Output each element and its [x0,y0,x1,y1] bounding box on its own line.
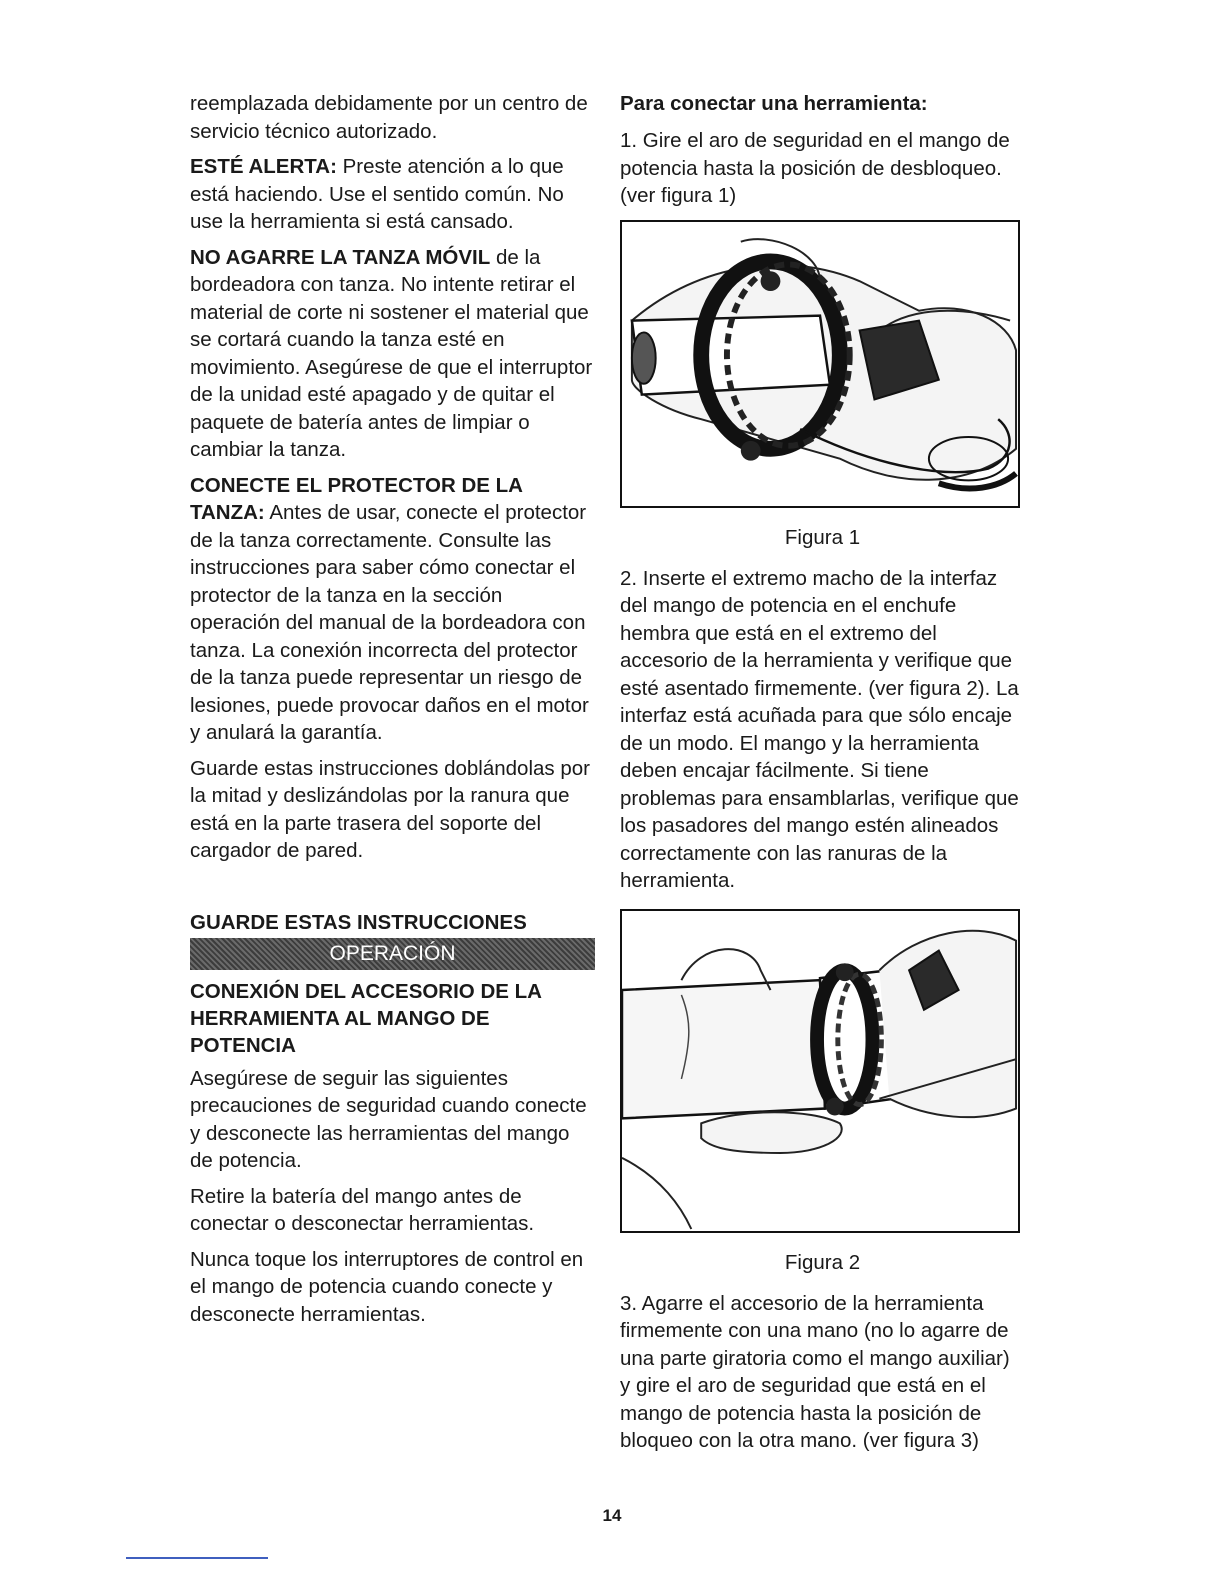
left-column [190,90,595,1336]
section-heading: CONEXIÓN DEL ACCESORIO DE LA HERRAMIENTA AL MANGO DE POTENCIA [190,979,542,1057]
figure-1-caption: Figura 1 [784,525,861,549]
figure-2-caption: Figura 2 [784,1250,861,1274]
paragraph-precautions: Asegúrese de seguir las siguientes precauciones de seguridad cuando conecte y desconecte las herramientas del mango de potencia. [190,1066,587,1172]
paragraph-service: reemplazada debidamente por un centro de servicio técnico autorizado. [190,92,588,143]
save-heading: GUARDE ESTAS INSTRUCCIONES [190,910,527,934]
paragraph-guard [190,472,595,747]
step-2: 2. Inserte el extremo macho de la interfaz del mango de potencia en el enchufe hembra que está en el extremo del accesorio de la herramienta y verifique que esté asentado firmemente. (ver figura 2). La interfaz está acuñada para que sólo encaje de un modo. El mango y la herramienta deben encajar fácilmente. Si tiene problemas para ensamblarlas, verifique que los pasadores del mango estén alineados correctamente con las ranuras de la herramienta. [620,566,1019,892]
figure-2-illustration [620,909,1020,1233]
grab-text: de la bordeadora con tanza. No intente retirar el material de corte ni sostener el material que se cortará cuando la tanza esté en movimiento. Asegúrese de que el interruptor de la unidad esté apagado y de quitar el paquete de batería antes de limpiar o cambiar la tanza. [190,245,593,461]
paragraph-alert [190,153,595,236]
step-3: 3. Agarre el accesorio de la herramienta firmemente con una mano (no lo agarre de una parte giratoria como el mango auxiliar) y gire el aro de seguridad que está en el mango de potencia hasta la posición de bloqueo con la otra mano. (ver figura 3) [620,1291,1010,1452]
page-number: 14 [602,1506,622,1525]
footer-rule [126,1557,268,1559]
alert-lead: ESTÉ ALERTA: [190,155,337,178]
spacer [190,873,595,909]
connect-heading: Para conectar una herramienta: [620,92,928,115]
paragraph-remove-battery: Retire la batería del mango antes de conectar o desconectar herramientas. [190,1184,535,1235]
step-1: 1. Gire el aro de seguridad en el mango de potencia hasta la posición de desbloqueo. (ver figura 1) [620,129,1010,207]
section-band: OPERACIÓN [190,938,595,970]
paragraph-save-instructions: Guarde estas instrucciones doblándolas por la mitad y deslizándolas por la ranura que está en la parte trasera del soporte del cargador de pared. [190,756,590,862]
alert-text: Preste atención a lo que está haciendo. Use el sentido común. No use la herramienta si está cansado. [190,155,564,233]
paragraph-grab-line [190,244,595,464]
figure-1-illustration [620,220,1020,508]
guard-text: Antes de usar, conecte el protector de la tanza correctamente. Consulte las instrucciones para saber cómo conectar el protector de la tanza en la sección operación del manual de la bordeadora con tanza. La conexión incorrecta del protector de la tanza puede representar un riesgo de lesiones, puede provocar daños en el motor y anulará la garantía. [190,501,589,744]
paragraph-never-touch: Nunca toque los interruptores de control en el mango de potencia cuando conecte y desconecte herramientas. [190,1247,584,1326]
guard-lead: CONECTE EL PROTECTOR DE LA TANZA: [190,473,523,524]
right-column [620,90,1025,1463]
grab-lead: NO AGARRE LA TANZA MÓVIL [190,245,491,269]
